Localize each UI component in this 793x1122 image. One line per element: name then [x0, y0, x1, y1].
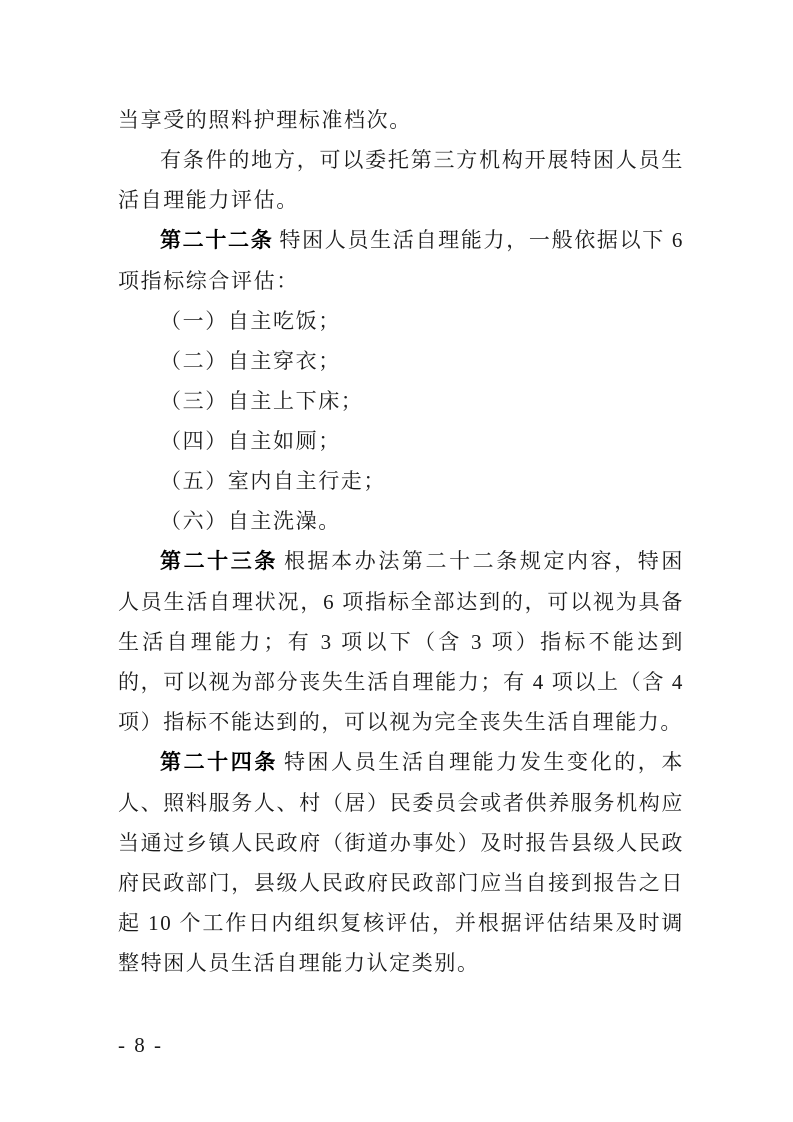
paragraph-text: （一）自主吃饭； — [160, 309, 341, 333]
article-paragraph — [118, 742, 684, 983]
paragraph-text: 特困人员生活自理能力，一般依据以下 6 项指标综合评估： — [118, 228, 684, 293]
article-number: 第二十四条 — [160, 751, 278, 774]
page-number: - 8 - — [118, 1033, 163, 1057]
article-paragraph — [118, 220, 684, 301]
list-item — [118, 461, 684, 501]
page-footer — [118, 1031, 163, 1059]
document-body — [118, 100, 684, 983]
paragraph-text: 根据本办法第二十二条规定内容，特困人员生活自理状况，6 项指标全部达到的，可以视为具备生活自理能力；有 3 项以下（含 3 项）指标不能达到的，可以视为部分丧失生活自理能力；有 4 项以上（含 4 项）指标不能达到的，可以视为完全丧失生活自理能力。 — [118, 549, 684, 734]
article-number: 第二十二条 — [160, 229, 274, 252]
paragraph — [118, 100, 684, 140]
paragraph-text: 有条件的地方，可以委托第三方机构开展特困人员生活自理能力评估。 — [118, 148, 684, 212]
article-number: 第二十三条 — [160, 550, 278, 573]
paragraph-text: （六）自主洗澡。 — [160, 509, 341, 533]
list-item — [118, 301, 684, 341]
paragraph — [118, 140, 684, 220]
paragraph-text: （三）自主上下床； — [160, 389, 364, 413]
paragraph-text: （五）室内自主行走； — [160, 469, 386, 493]
list-item — [118, 381, 684, 421]
article-paragraph — [118, 541, 684, 742]
list-item — [118, 501, 684, 541]
list-item — [118, 421, 684, 461]
paragraph-text: 特困人员生活自理能力发生变化的，本人、照料服务人、村（居）民委员会或者供养服务机构应当通过乡镇人民政府（街道办事处）及时报告县级人民政府民政部门，县级人民政府民政部门应当自接到报告之日起 10 个工作日内组织复核评估，并根据评估结果及时调整特困人员生活自理能力认定类别。 — [118, 750, 684, 975]
list-item — [118, 341, 684, 381]
paragraph-text: 当享受的照料护理标准档次。 — [118, 108, 412, 132]
paragraph-text: （四）自主如厕； — [160, 429, 341, 453]
paragraph-text: （二）自主穿衣； — [160, 349, 341, 373]
